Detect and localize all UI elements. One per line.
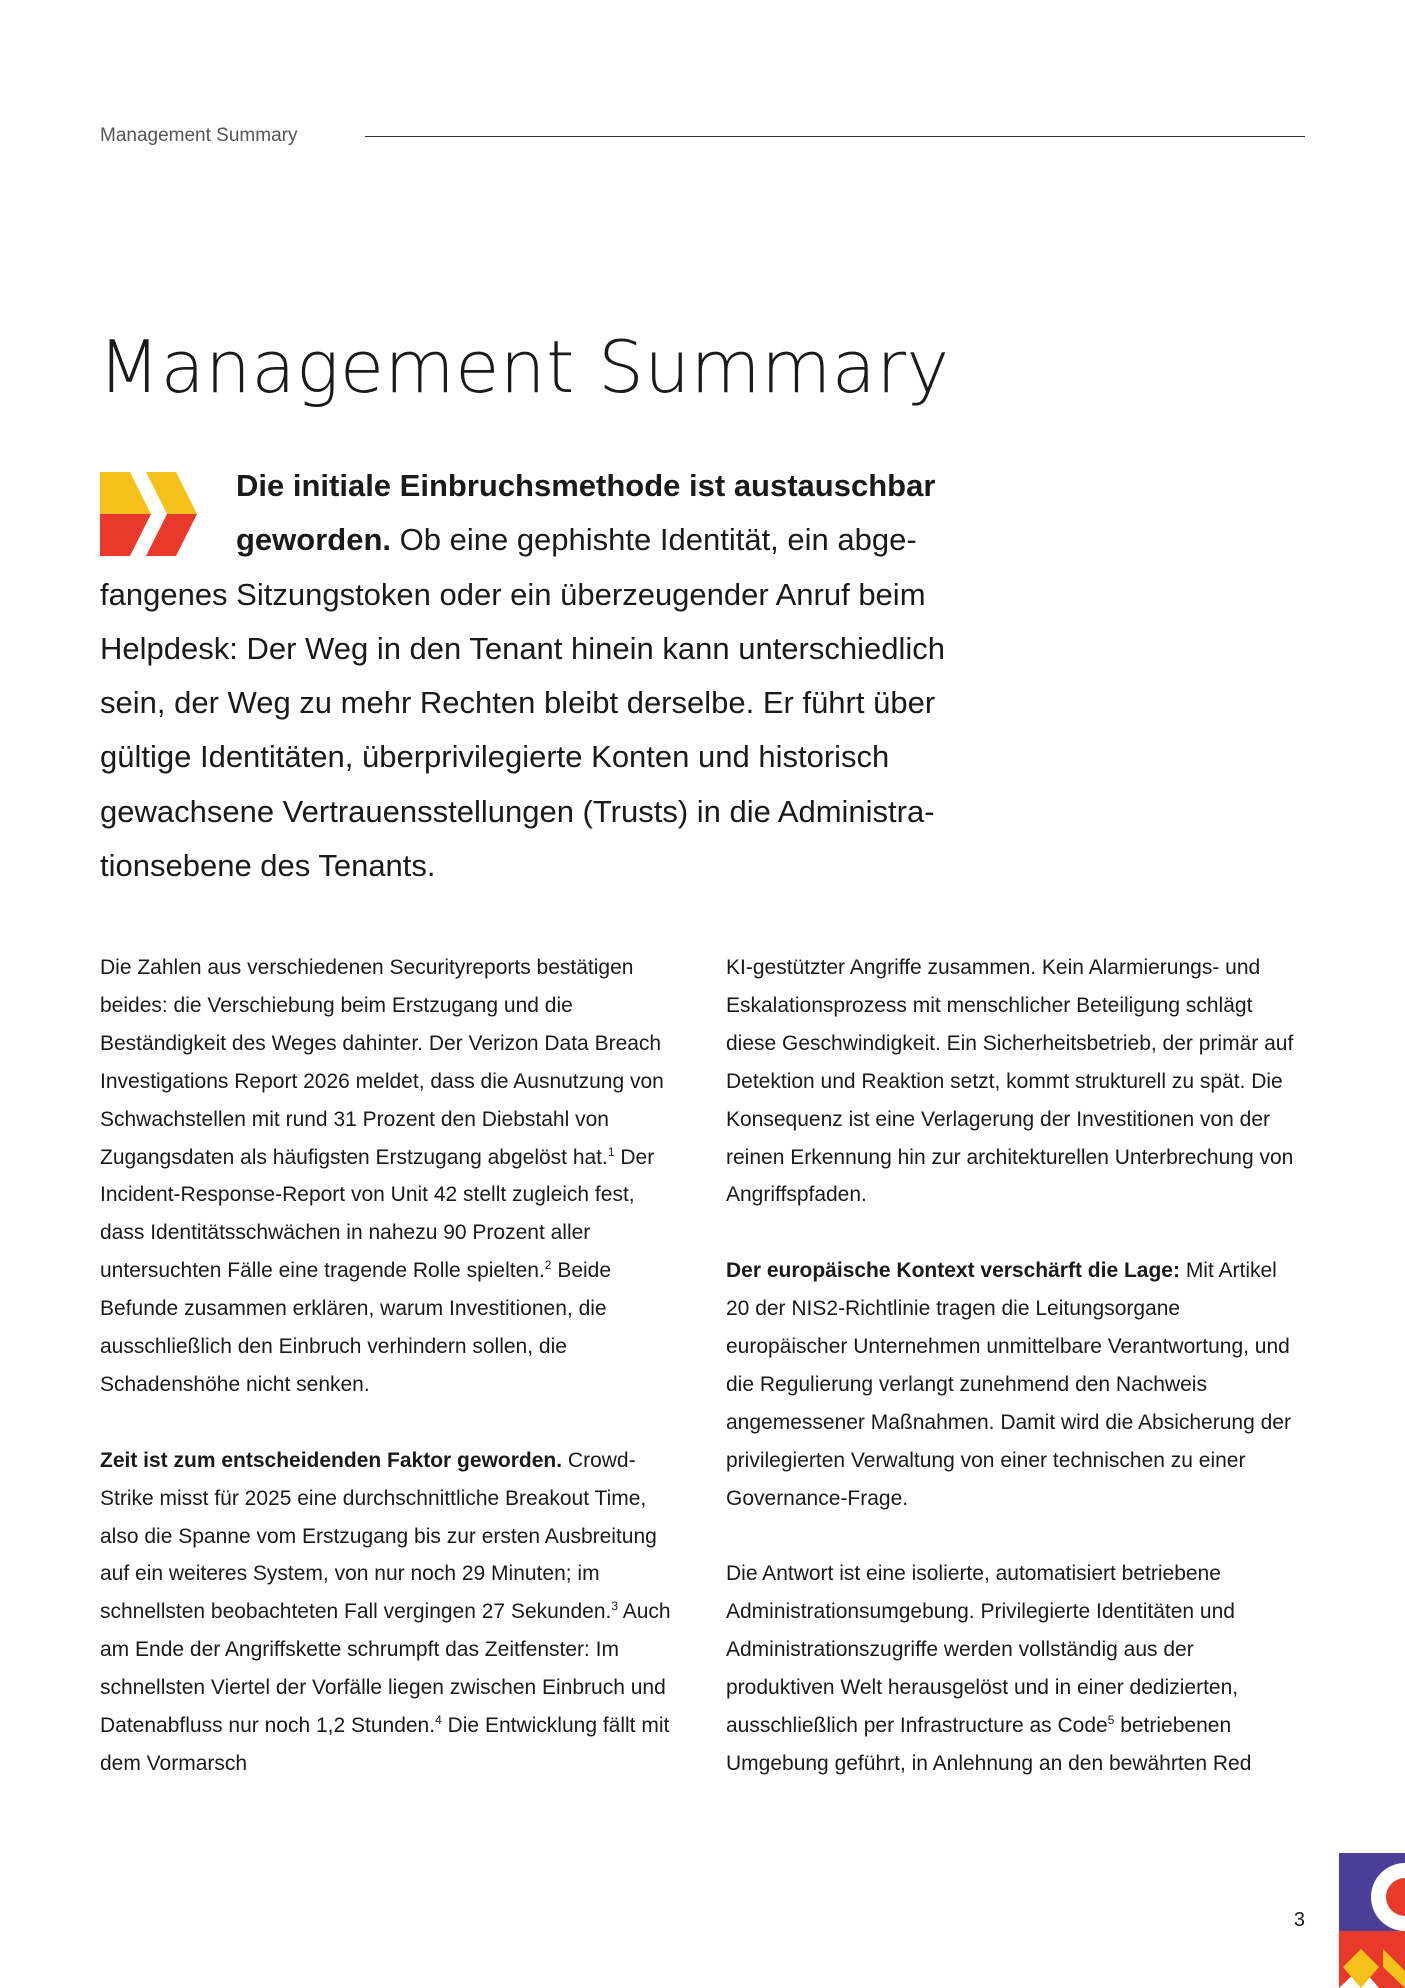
footnote-ref-3[interactable]: 3 <box>611 1599 619 1614</box>
running-header-title: Management Summary <box>100 125 298 146</box>
right-paragraph-3: Die Antwort ist eine isolierte, automatisiert betriebene Administrationsumgebung. Privilegierte Identitäten und Administrationszugriffe werden vollständig aus der produktiven Welt herausgelöst und in einer dedizierten, ausschließlich per Infrastructure as Code$^5$ betriebenen Umgebung geführt, in Anlehnung an den bewährten Red <box>726 1562 1252 1775</box>
lead-bold-statement: Die initiale Einbruchsmethode ist austauschbar geworden. <box>236 468 936 558</box>
right-paragraph-2: Der europäische Kontext verschärft die Lage: Mit Artikel 20 der NIS2-Richtlinie tragen die Leitungsorgane europäischer Unternehmen unmittelbare Verantwortung, und die Regulierung verlangt zunehmend den Nachweis angemessener Maßnahmen. Damit wird die Absicherung der privilegierten Verwaltung von einer technischen zu einer Governance-Frage. <box>726 1259 1291 1510</box>
footnote-ref-5[interactable]: 5 <box>1107 1713 1115 1728</box>
left-paragraph-1: Die Zahlen aus verschiedenen Securityreports bestätigen beides: die Verschiebung beim Erstzugang und die Beständigkeit des Weges dahinter. Der Verizon Data Breach Investigations Report 2026 meldet, dass die Ausnutzung von Schwachstellen mit rund 31 Prozent den Diebstahl von Zugangsdaten als häufigsten Erstzugang abgelöst hat.$^1$ Der Incident-Response-Report von Unit 42 stellt zugleich fest, dass Identitätsschwächen in nahezu 90 Prozent aller untersuchten Fälle eine tragende Rolle spielten.$^2$ Beide Befunde zusammen erklären, warum Investitionen, die ausschließlich den Einbruch verhindern sollen, die Schadenshöhe nicht senken. <box>100 956 664 1396</box>
page-title: Management Summary <box>98 325 950 409</box>
footnote-ref-4[interactable]: 4 <box>435 1713 442 1728</box>
right-paragraph-1: KI-gestützter Angriffe zusammen. Kein Alarmierungs- und Eskalationsprozess mit menschlicher Beteiligung schlägt diese Geschwindigkeit. Ein Sicherheitsbetrieb, der primär auf Detektion und Reaktion setzt, kommt strukturell zu spät. Die Konsequenz ist eine Verlagerung der Investitionen von der reinen Erkennung hin zur architekturellen Unterbrechung von Angriffspfaden. <box>726 956 1294 1207</box>
running-header <box>100 124 1305 148</box>
footnote-ref-1[interactable]: 1 <box>607 1144 615 1159</box>
brand-logo-icon <box>1339 1853 1405 1988</box>
right-column <box>726 949 1301 1821</box>
left-column <box>100 949 675 1821</box>
left-paragraph-2: Zeit ist zum entscheidenden Faktor geworden. CrowdStrike misst für 2025 eine durchschnittliche Breakout Time, also die Spanne vom Erstzugang bis zur ersten Ausbreitung auf ein weiteres System, von nur noch 29 Minuten; im schnellsten beobachteten Fall vergingen 27 Sekunden.$^3$ Auch am Ende der Angriffskette schrumpft das Zeitfenster: Im schnellsten Viertel der Vorfälle liegen zwischen Einbruch und Datenabfluss nur noch 1,2 Stunden.$^4$ Die Entwicklung fällt mit dem Vormarsch <box>100 1448 671 1776</box>
lead-text: Ob eine gephishte Identität, ein abgefangenes Sitzungstoken oder ein überzeugender Anruf beim Helpdesk: Der Weg in den Tenant hinein kann unterschiedlich sein, der Weg zu mehr Rechten bleibt derselbe. Er führt über gültige Identitäten, überprivilegierte Konten und historisch gewachsene Vertrauensstellungen (Trusts) in die Administrationsebene des Tenants. <box>100 522 945 884</box>
right-paragraph-2-heading: Der europäische Kontext verschärft die Lage: <box>726 1259 1180 1283</box>
footnote-ref-2[interactable]: 2 <box>544 1258 552 1273</box>
page-number: 3 <box>1293 1909 1305 1931</box>
lead-paragraph <box>100 459 1000 893</box>
left-paragraph-2-heading: Zeit ist zum entscheidenden Faktor geworden. <box>100 1448 563 1472</box>
header-rule <box>365 136 1305 137</box>
